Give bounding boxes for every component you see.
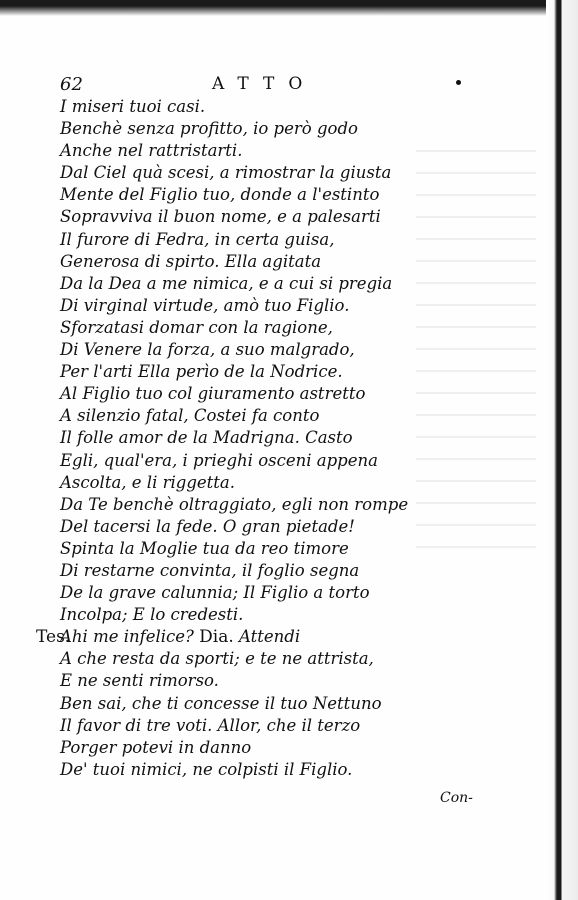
verse-line: Sforzatasi domar con la ragione,	[60, 317, 333, 337]
verse-line: Da la Dea a me nimica, e a cui si pregia	[60, 273, 393, 293]
running-head: ATTO	[212, 74, 317, 94]
speaker-label-tes: Tes.	[36, 627, 71, 648]
verse-line: I miseri tuoi casi.	[60, 97, 206, 116]
catchword: Con-	[440, 790, 473, 806]
verse-line: De la grave calunnia; Il Figlio a torto	[60, 583, 370, 603]
verse-line: Sopravviva il buon nome, e a palesarti	[60, 207, 381, 227]
page-gutter-edge	[546, 0, 578, 900]
verse-line: Il folle amor de la Madrigna. Casto	[60, 428, 353, 448]
verse-line: E ne senti rimorso.	[60, 671, 219, 691]
verse-line: Di virginal virtude, amò tuo Figlio.	[60, 295, 350, 315]
verse-text-block	[36, 96, 490, 781]
dialogue-text-tes: Ahi me infelice?	[60, 627, 194, 647]
verse-line: Incolpa; E lo credesti.	[60, 605, 244, 625]
verse-line: Generosa di spirto. Ella agitata	[60, 251, 322, 271]
verse-line: A silenzio fatal, Costei fa conto	[60, 406, 320, 426]
verse-line: Anche nel rattristarti.	[60, 141, 243, 161]
verse-line: Benchè senza profitto, io però godo	[60, 119, 358, 139]
ornament-dot	[456, 80, 461, 85]
verse-line: Ben sai, che ti concesse il tuo Nettuno	[60, 693, 382, 713]
verse-line: Di Venere la forza, a suo malgrado,	[60, 340, 355, 360]
verse-line: Egli, qual'era, i prieghi osceni appena	[60, 450, 378, 470]
verse-line: Del tacersi la fede. O gran pietade!	[60, 516, 355, 536]
verse-line: Dal Ciel quà scesi, a rimostrar la giusta	[60, 163, 392, 183]
verse-line: Al Figlio tuo col giuramento astretto	[60, 384, 366, 404]
dialogue-line	[36, 626, 490, 648]
verse-line: Ascolta, e li riggetta.	[60, 472, 235, 492]
verse-line: De' tuoi nimici, ne colpisti il Figlio.	[60, 759, 353, 779]
speaker-label-dia: Dia.	[199, 627, 234, 648]
page-top-edge-shadow	[0, 0, 578, 16]
verse-line: Mente del Figlio tuo, donde a l'estinto	[60, 185, 380, 205]
verse-line: Porger potevi in danno	[60, 737, 252, 757]
verse-line: Per l'arti Ella perìo de la Nodrice.	[60, 362, 343, 382]
verse-line: Il furore di Fedra, in certa guisa,	[60, 229, 335, 249]
verse-line: Il favor di tre voti. Allor, che il terzo	[60, 715, 361, 735]
dialogue-text-dia: Attendi	[239, 627, 301, 647]
verse-line: A che resta da sporti; e te ne attrista,	[60, 649, 374, 669]
page-number: 62	[60, 74, 83, 95]
verse-line: Da Te benchè oltraggiato, egli non rompe	[60, 494, 409, 514]
verse-line: Spinta la Moglie tua da reo timore	[60, 538, 349, 558]
verse-line: Di restarne convinta, il foglio segna	[60, 560, 360, 580]
